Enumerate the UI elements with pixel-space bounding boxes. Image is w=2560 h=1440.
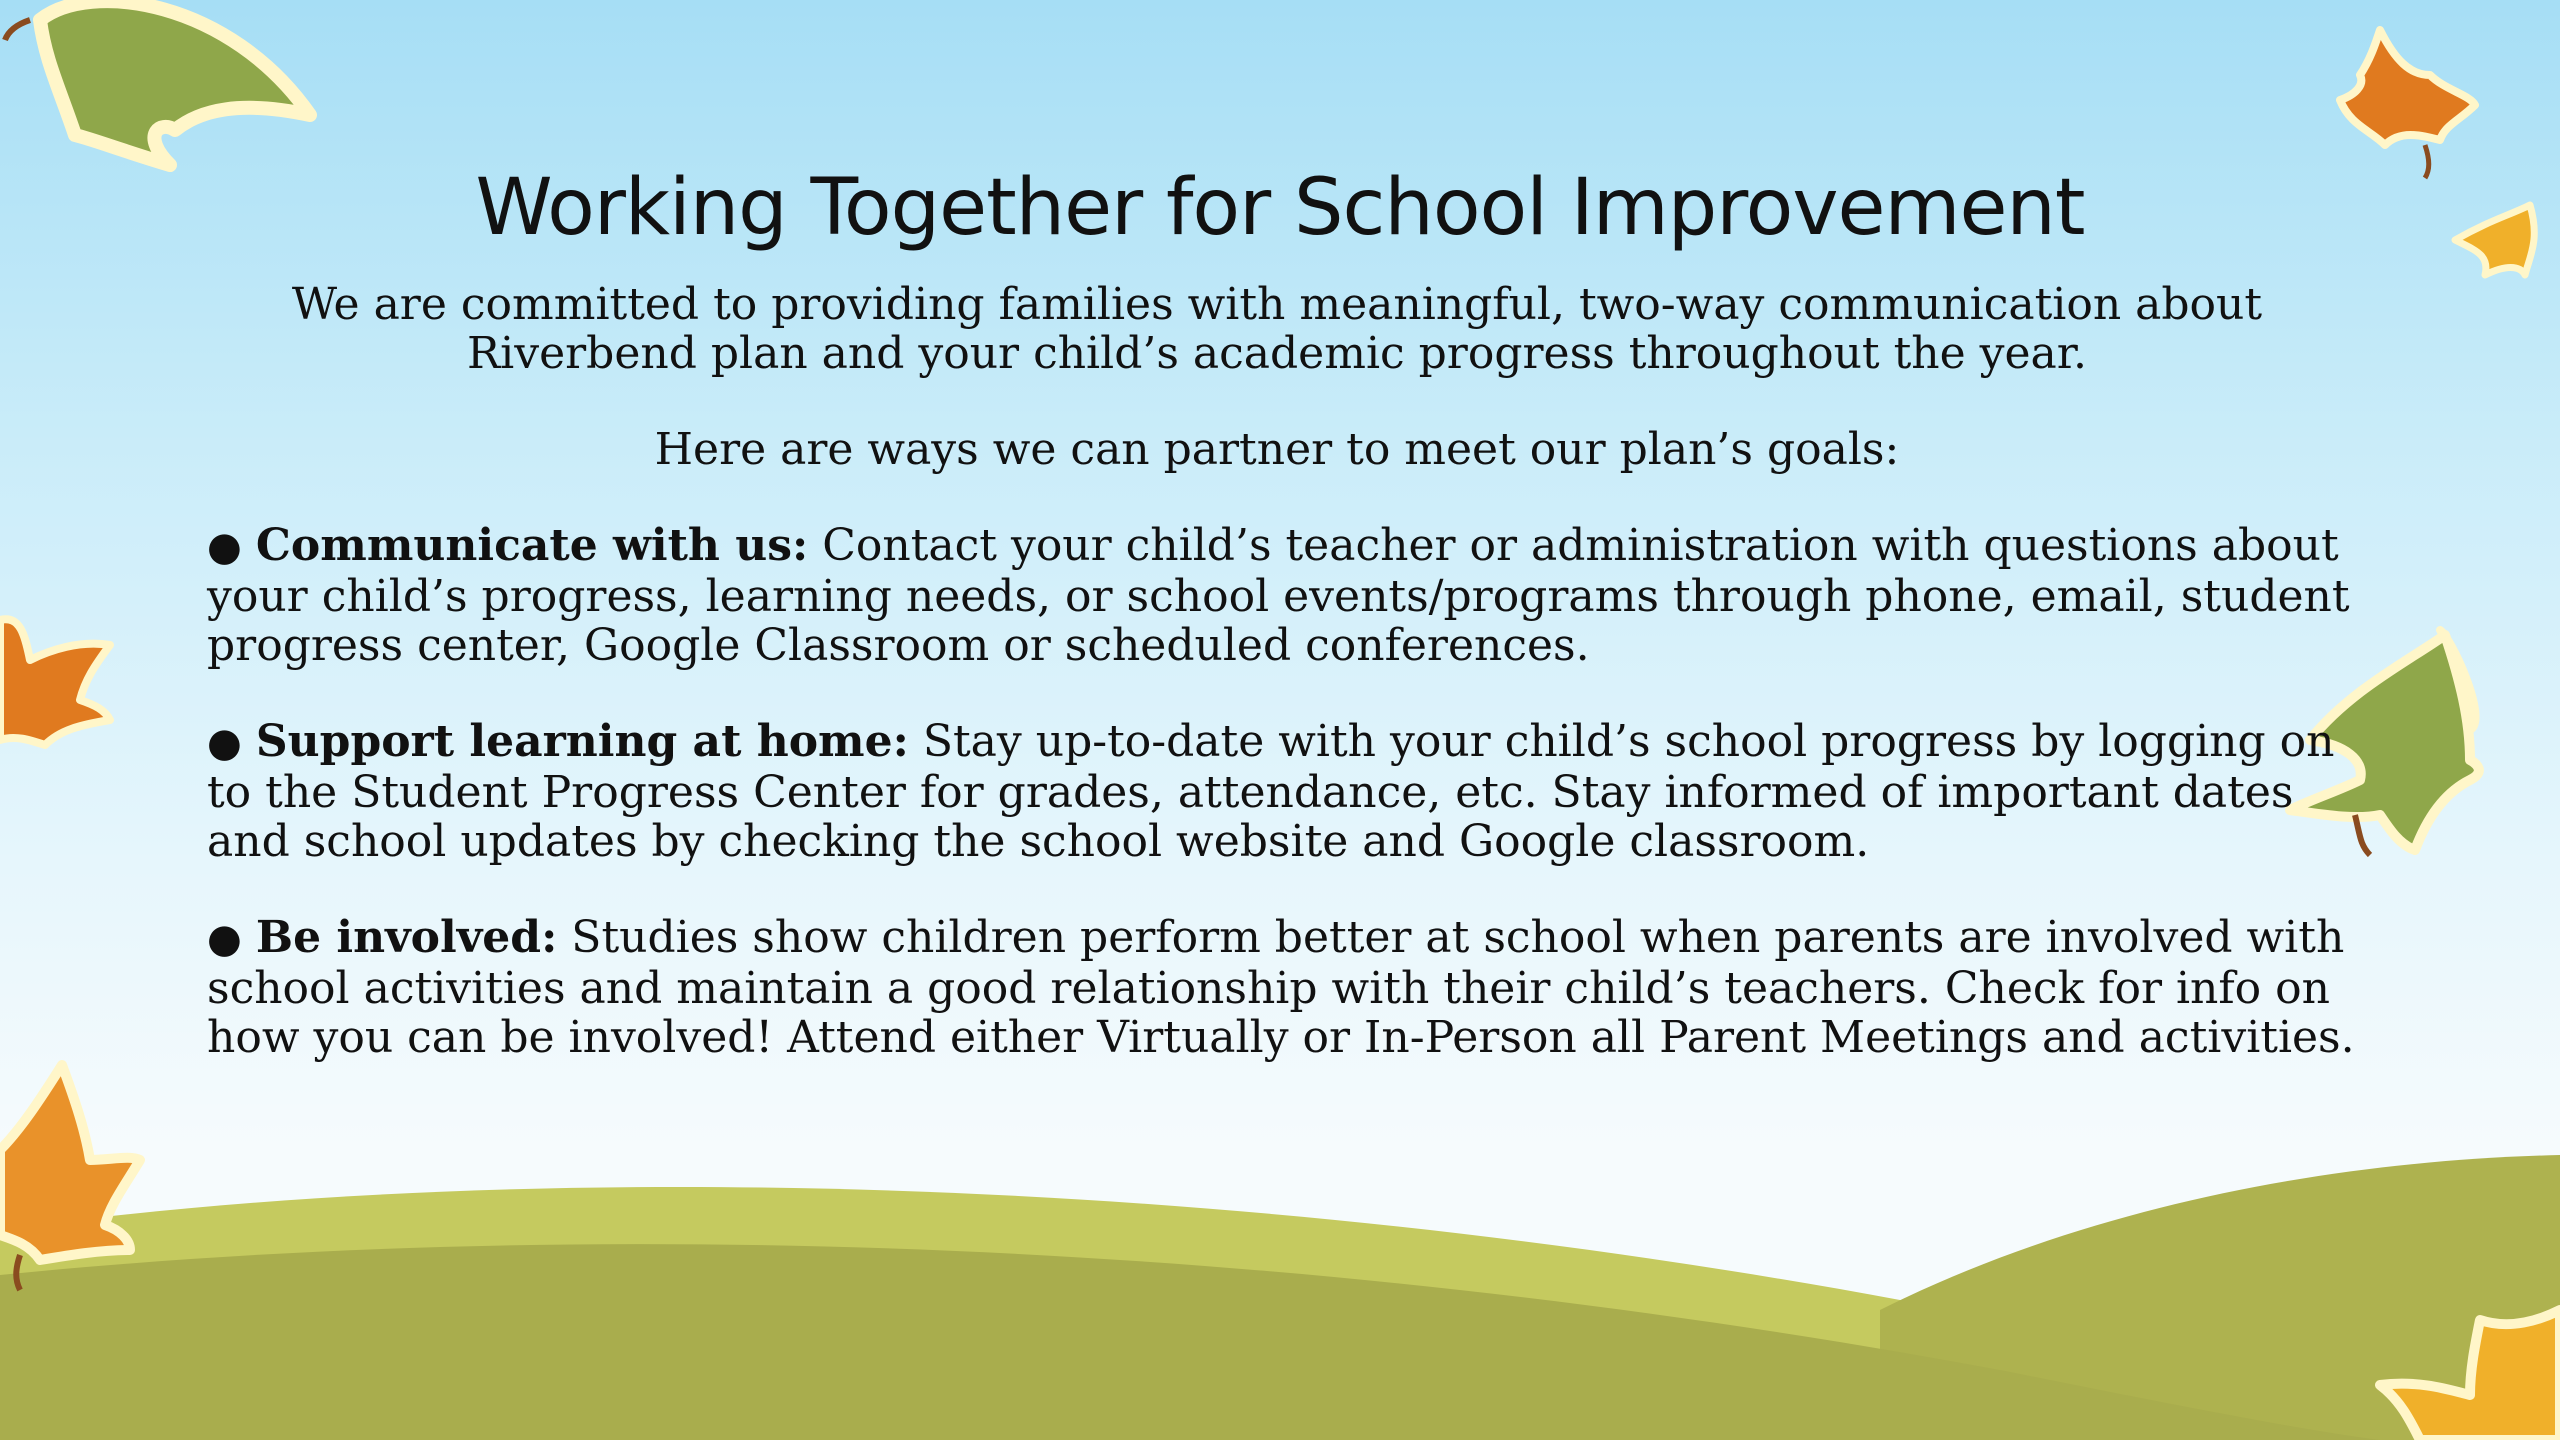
bullet-heading: Support learning at home:	[255, 716, 909, 767]
bullet-dot-icon: ●	[207, 720, 242, 766]
bullet-be-involved	[207, 913, 2367, 1062]
bullet-heading: Be involved:	[255, 912, 558, 963]
intro-line-2: Riverbend plan and your child’s academic progress throughout the year.	[467, 328, 2087, 379]
slide-title: Working Together for School Improvement	[475, 163, 2085, 253]
bullet-heading: Communicate with us:	[255, 520, 809, 571]
bullet-support-learning	[207, 717, 2367, 866]
slide-body	[207, 280, 2367, 1062]
intro-paragraph	[207, 280, 2347, 378]
leaf-mid-left-icon	[0, 619, 110, 745]
leaf-top-right-icon	[2340, 30, 2475, 178]
bullet-dot-icon: ●	[207, 916, 242, 962]
lead-sentence: Here are ways we can partner to meet our plan’s goals:	[654, 424, 1900, 475]
bullet-text: Contact your child’s teacher or administration with questions about your child’s progress, learning needs, or school events/programs through phone, email, student progress center, Google Classroom or scheduled conferences.	[207, 520, 2350, 671]
bullet-communicate	[207, 521, 2367, 670]
intro-line-1: We are committed to providing families with meaningful, two-way communication about	[291, 279, 2263, 330]
leaf-top-left-icon	[5, 1, 310, 165]
bullet-dot-icon: ●	[207, 524, 242, 570]
bullet-text: Studies show children perform better at school when parents are involved with school activities and maintain a good relationship with their child’s teachers. Check for info on how you can be involved! Attend either Virtually or In-Person all Parent Meetings and activities.	[207, 912, 2355, 1063]
bullet-text: Stay up-to-date with your child’s school progress by logging on to the Student Progress Center for grades, attendance, etc. Stay informed of important dates and school updates by checking the school website and Google classroom.	[207, 716, 2335, 867]
